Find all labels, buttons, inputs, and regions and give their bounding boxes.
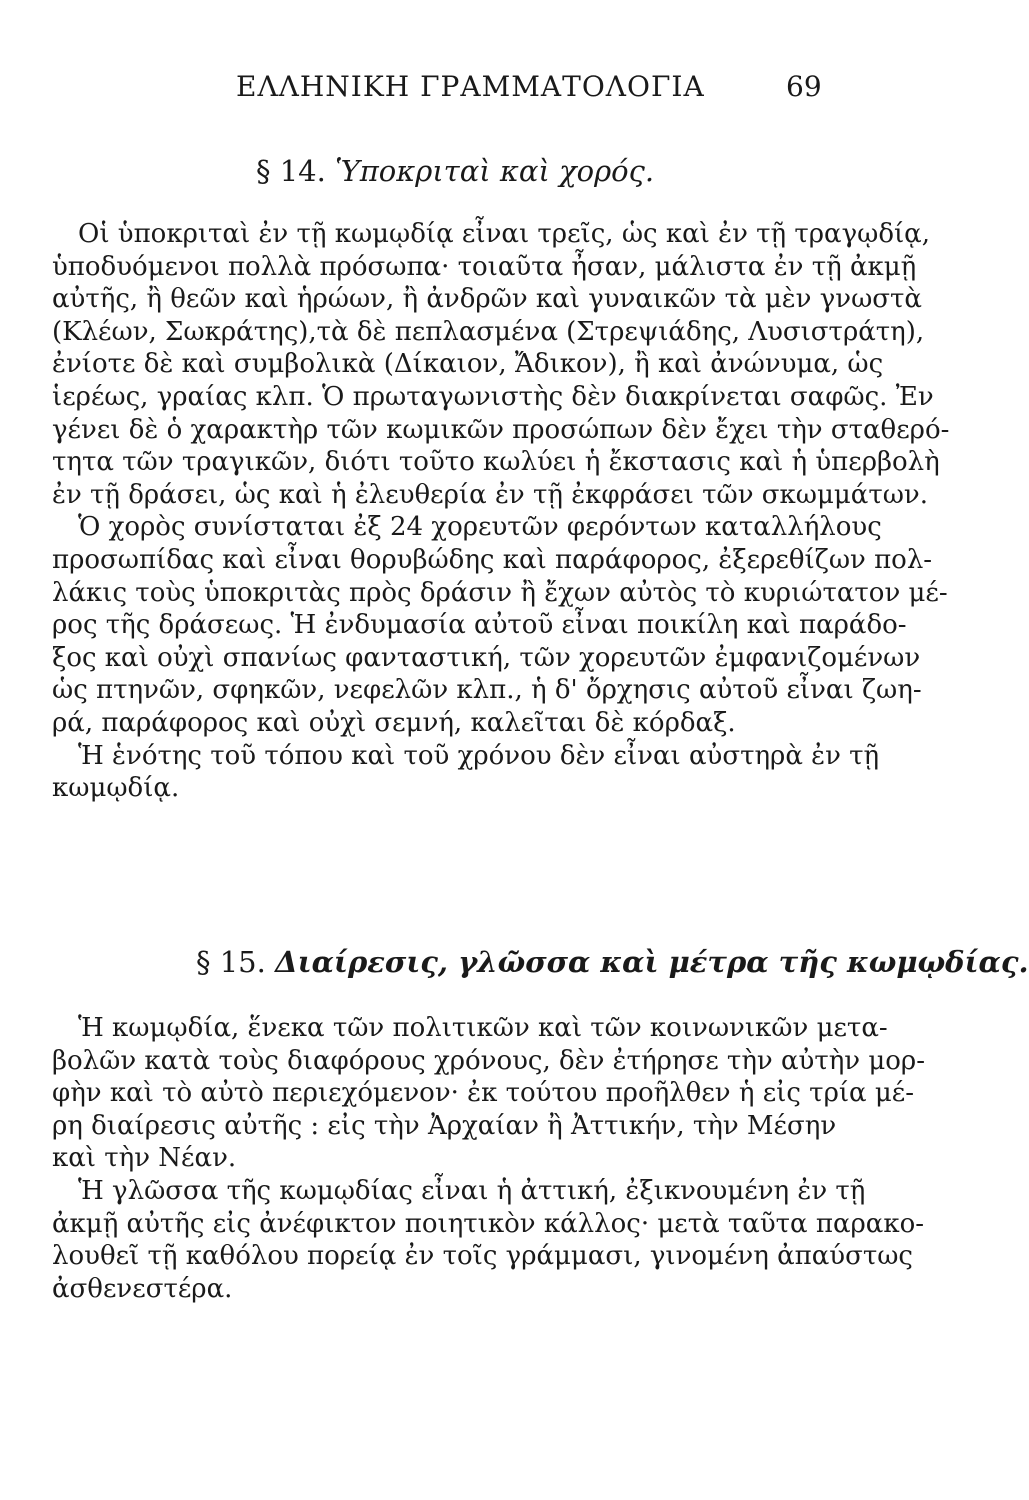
text-line: Οἱ ὑποκριταὶ ἐν τῇ κωμῳδίᾳ εἶναι τρεῖς, ὡς καὶ ἐν τῇ τραγῳδίᾳ,	[78, 219, 931, 249]
text-line: ἀκμῇ αὐτῆς εἰς ἀνέφικτον ποιητικὸν κάλλος· μετὰ ταῦτα παρακο-	[52, 1208, 925, 1239]
text-line: ρά, παράφορος καὶ οὐχὶ σεμνή, καλεῖται δὲ κόρδαξ.	[52, 707, 736, 738]
section-15-body	[52, 1012, 925, 1305]
section-title: Διαίρεσις, γλῶσσα καὶ μέτρα τῆς κωμῳδίας.	[275, 945, 1029, 979]
section-mark: § 14.	[256, 154, 326, 188]
text-line: ρη διαίρεσις αὐτῆς : εἰς τὴν Ἀρχαίαν ἢ Ἀττικήν, τὴν Μέσην	[52, 1110, 837, 1141]
section-15-heading	[196, 945, 1029, 979]
text-line: γένει δὲ ὁ χαρακτὴρ τῶν κωμικῶν προσώπων δὲν ἔχει τὴν σταθερό-	[52, 414, 950, 445]
text-line: Ἡ γλῶσσα τῆς κωμῳδίας εἶναι ἡ ἀττική, ἐξικνουμένη ἐν τῇ	[78, 1175, 866, 1206]
text-line: ἀσθενεστέρα.	[52, 1273, 233, 1304]
text-line: αὐτῆς, ἢ θεῶν καὶ ἡρώων, ἢ ἀνδρῶν καὶ γυναικῶν τὰ μὲν γνωστὰ	[52, 284, 922, 315]
text-line: φὴν καὶ τὸ αὐτὸ περιεχόμενον· ἐκ τούτου προῆλθεν ἡ εἰς τρία μέ-	[52, 1078, 915, 1109]
text-line: ἐν τῇ δράσει, ὡς καὶ ἡ ἐλευθερία ἐν τῇ ἐκφράσει τῶν σκωμμάτων.	[52, 479, 928, 510]
running-title: ΕΛΛΗΝΙΚΗ ΓΡΑΜΜΑΤΟΛΟΓΙΑ	[236, 70, 705, 103]
text-line: λάκις τοὺς ὑποκριτὰς πρὸς δράσιν ἢ ἔχων αὐτὸς τὸ κυριώτατον μέ-	[52, 577, 948, 608]
section-14-body	[52, 218, 950, 805]
text-line: τητα τῶν τραγικῶν, διότι τοῦτο κωλύει ἡ ἔκστασις καὶ ἡ ὑπερβολὴ	[52, 447, 940, 478]
text-line: ἐνίοτε δὲ καὶ συμβολικὰ (Δίκαιον, Ἄδικον), ἢ καὶ ἀνώνυμα, ὡς	[52, 349, 884, 380]
text-line: Ἡ ἑνότης τοῦ τόπου καὶ τοῦ χρόνου δὲν εἶναι αὐστηρὰ ἐν τῇ	[78, 740, 880, 771]
text-line: ξος καὶ οὐχὶ σπανίως φανταστική, τῶν χορευτῶν ἐμφανιζομένων	[52, 642, 921, 673]
text-line: ὑποδυόμενοι πολλὰ πρόσωπα· τοιαῦτα ἦσαν, μάλιστα ἐν τῇ ἀκμῇ	[52, 251, 917, 282]
section-14-heading	[256, 154, 654, 188]
section-mark: § 15.	[196, 945, 266, 979]
text-line: ὡς πτηνῶν, σφηκῶν, νεφελῶν κλπ., ἡ δ' ὄρχησις αὐτοῦ εἶναι ζωη-	[52, 675, 922, 706]
text-line: βολῶν κατὰ τοὺς διαφόρους χρόνους, δὲν ἐτήρησε τὴν αὐτὴν μορ-	[52, 1045, 925, 1076]
text-line: Ἡ κωμῳδία, ἕνεκα τῶν πολιτικῶν καὶ τῶν κοινωνικῶν μετα-	[78, 1013, 888, 1043]
text-line: καὶ τὴν Νέαν.	[52, 1143, 237, 1174]
text-line: ρος τῆς δράσεως. Ἡ ἐνδυμασία αὐτοῦ εἶναι ποικίλη καὶ παράδο-	[52, 610, 907, 641]
text-line: Ὁ χορὸς συνίσταται ἐξ 24 χορευτῶν φερόντων καταλλήλους	[78, 512, 882, 543]
text-line: προσωπίδας καὶ εἶναι θορυβώδης καὶ παράφορος, ἐξερεθίζων πολ-	[52, 544, 933, 575]
text-line: ἱερέως, γραίας κλπ. Ὁ πρωταγωνιστὴς δὲν διακρίνεται σαφῶς. Ἐν	[52, 381, 934, 412]
text-line: λουθεῖ τῇ καθόλου πορείᾳ ἐν τοῖς γράμμασι, γινομένη ἀπαύστως	[52, 1241, 913, 1272]
section-title: Ὑποκριταὶ καὶ χορός.	[335, 154, 655, 188]
text-line: (Κλέων, Σωκράτης),τὰ δὲ πεπλασμένα (Στρεψιάδης, Λυσιστράτη),	[52, 316, 925, 347]
page-number: 69	[786, 70, 822, 103]
text-line: κωμῳδίᾳ.	[52, 773, 180, 804]
